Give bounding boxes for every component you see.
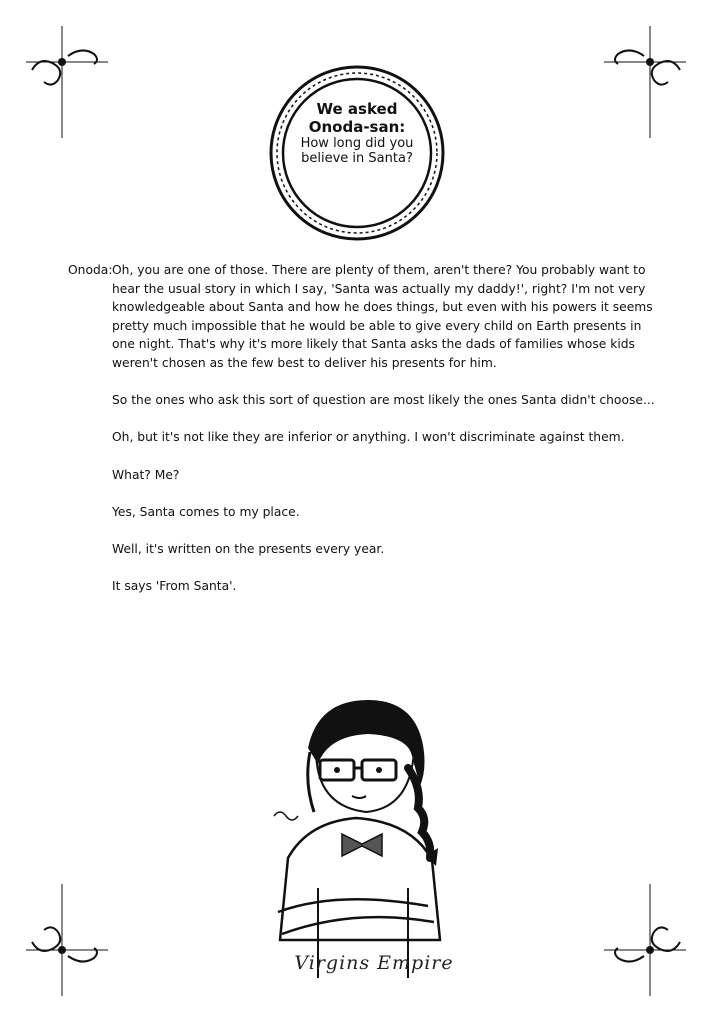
interview-text (68, 261, 668, 614)
interview-paragraph-1: Oh, you are one of those. There are plenty of them, aren't there? You probably want to hear the usual story in which I say, 'Santa was actually my daddy!', right? I'm not very knowledgeable about Santa and how he does things, but even with his powers it seems pretty much impossible that he would be able to give every child on Earth presents in one night. That's why it's more likely that Santa asks the dads of families whose kids weren't chosen as the few best to deliver his presents for him. (112, 263, 653, 370)
corner-ornament-top-left (22, 22, 112, 142)
title-badge (268, 100, 446, 166)
interview-paragraph-2: So the ones who ask this sort of question are most likely the ones Santa didn't choose... (112, 393, 655, 408)
badge-question-line-2: believe in Santa? (301, 151, 413, 166)
interview-paragraph-4: What? Me? (112, 467, 180, 482)
interview-paragraph-6: Well, it's written on the presents every year. (112, 541, 385, 556)
interview-paragraph-3: Oh, but it's not like they are inferior or anything. I won't discriminate against them. (112, 430, 625, 445)
interview-paragraph-7: It says 'From Santa'. (112, 579, 237, 594)
interview-paragraph-5: Yes, Santa comes to my place. (112, 504, 300, 519)
corner-ornament-top-right (600, 22, 690, 142)
corner-ornament-bottom-left (22, 880, 112, 1000)
badge-heading-line-2: Onoda-san: (308, 118, 406, 136)
badge-question-line-1: How long did you (300, 136, 414, 151)
character-illustration (258, 688, 458, 978)
badge-heading-line-1: We asked (316, 100, 398, 118)
footer-logo: Virgins Empire (294, 952, 454, 974)
corner-ornament-bottom-right (600, 880, 690, 1000)
speaker-label: Onoda: (68, 263, 113, 277)
